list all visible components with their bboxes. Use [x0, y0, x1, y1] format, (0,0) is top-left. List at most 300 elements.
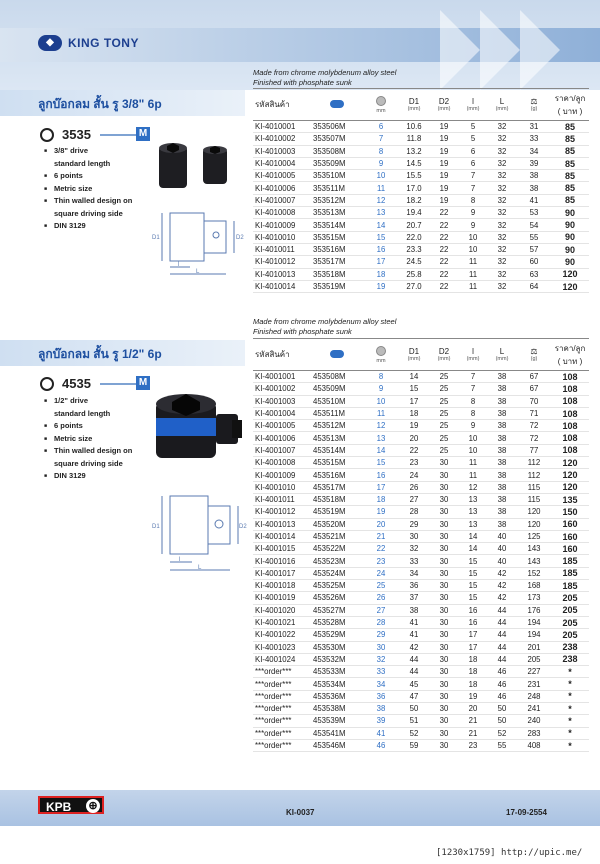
cell-l1: 17	[459, 629, 487, 641]
part-number-label: 3535	[62, 127, 91, 142]
section-1-part-number	[40, 127, 91, 142]
cell-l1: 13	[459, 506, 487, 518]
header-label: ราคา/ลูก	[554, 343, 586, 353]
cell-part-no: 453511M	[311, 407, 363, 419]
ring-icon	[40, 377, 54, 391]
cell-code: KI-4010012	[253, 256, 311, 268]
cell-weight: 64	[517, 280, 551, 292]
cell-d1: 10.6	[399, 121, 429, 133]
cell-code: KI-4001019	[253, 592, 311, 604]
header-label: D1	[408, 97, 420, 106]
cell-size: 8	[363, 371, 399, 383]
cell-part-no: 353517M	[311, 256, 363, 268]
socket-3-8-image	[155, 140, 245, 195]
table-row	[253, 145, 589, 157]
table-row	[253, 715, 589, 727]
cell-size: 13	[363, 432, 399, 444]
section-2-table-body	[253, 371, 589, 752]
cell-size: 17	[363, 481, 399, 493]
cell-d2: 19	[429, 170, 459, 182]
cell-l1: 7	[459, 383, 487, 395]
unit-label: (mm)	[466, 106, 480, 112]
cell-code: KI-4001004	[253, 407, 311, 419]
cell-code: KI-4001011	[253, 493, 311, 505]
cell-size: 21	[363, 530, 399, 542]
cell-part-no: 453508M	[311, 371, 363, 383]
cell-price: 85	[551, 145, 589, 157]
cell-d1: 13.2	[399, 145, 429, 157]
cell-size: 18	[363, 493, 399, 505]
cell-d2: 19	[429, 133, 459, 145]
cell-d2: 30	[429, 653, 459, 665]
cell-code: KI-4010010	[253, 231, 311, 243]
cell-weight: 112	[517, 457, 551, 469]
cell-price: 205	[551, 592, 589, 604]
header-label: l	[472, 347, 474, 356]
cell-part-no: 453529M	[311, 629, 363, 641]
cell-d1: 22	[399, 444, 429, 456]
cell-code: KI-4001015	[253, 543, 311, 555]
cell-d1: 23	[399, 457, 429, 469]
cell-l1: 18	[459, 666, 487, 678]
header-label: ( บาท )	[557, 356, 583, 366]
cell-d1: 17	[399, 395, 429, 407]
section-2-spec-table	[253, 338, 589, 752]
cell-d1: 15.5	[399, 170, 429, 182]
cell-l: 44	[487, 629, 517, 641]
cell-l: 38	[487, 493, 517, 505]
cell-weight: 67	[517, 383, 551, 395]
cell-l: 32	[487, 145, 517, 157]
cell-code: KI-4010008	[253, 207, 311, 219]
table-row	[253, 469, 589, 481]
section-1-spec-table	[253, 88, 589, 293]
cell-part-no: 353516M	[311, 243, 363, 255]
cell-l1: 11	[459, 280, 487, 292]
cell-l: 38	[487, 506, 517, 518]
cell-l: 32	[487, 219, 517, 231]
cell-d1: 27	[399, 493, 429, 505]
cell-d2: 19	[429, 182, 459, 194]
unit-label: mm	[376, 107, 386, 114]
cell-part-no: 353506M	[311, 121, 363, 133]
diagram-l1-label: l	[179, 557, 181, 563]
cell-size: 8	[363, 145, 399, 157]
header-label: L	[499, 97, 505, 106]
cell-weight: 38	[517, 182, 551, 194]
section-1-dimension-diagram	[150, 205, 245, 277]
cell-size: 10	[363, 170, 399, 182]
feature-item: ■ Metric size	[44, 433, 132, 446]
feature-item: standard length	[54, 408, 111, 418]
cell-weight: 57	[517, 243, 551, 255]
cell-code: KI-4010003	[253, 145, 311, 157]
kpb-logo-text: KPB	[46, 800, 72, 814]
cell-l1: 15	[459, 555, 487, 567]
cell-part-no: 453530M	[311, 641, 363, 653]
unit-label: (mm)	[466, 356, 480, 362]
cell-l: 32	[487, 182, 517, 194]
cell-l: 32	[487, 170, 517, 182]
cell-d1: 30	[399, 530, 429, 542]
cell-price: 85	[551, 121, 589, 133]
table-row	[253, 182, 589, 194]
table-row	[253, 444, 589, 456]
cell-d2: 19	[429, 157, 459, 169]
cell-l: 38	[487, 383, 517, 395]
cell-l: 32	[487, 280, 517, 292]
table-row	[253, 653, 589, 665]
cell-code: KI-4010009	[253, 219, 311, 231]
cell-part-no: 453520M	[311, 518, 363, 530]
cell-d2: 19	[429, 121, 459, 133]
table-row	[253, 481, 589, 493]
feature-item: ■ 6 points	[44, 170, 132, 183]
cell-l1: 12	[459, 481, 487, 493]
cell-size: 7	[363, 133, 399, 145]
scale-icon: ⚖	[530, 97, 538, 106]
cell-l: 44	[487, 604, 517, 616]
cell-price: 238	[551, 653, 589, 665]
cell-l1: 7	[459, 170, 487, 182]
cell-l: 38	[487, 444, 517, 456]
cell-l1: 9	[459, 207, 487, 219]
table-row	[253, 678, 589, 690]
feature-item: ■ DIN 3129	[44, 220, 132, 233]
section-2-title-bar	[0, 340, 245, 366]
cell-d2: 19	[429, 194, 459, 206]
cell-d2: 25	[429, 395, 459, 407]
table-row	[253, 493, 589, 505]
cell-size: 12	[363, 194, 399, 206]
cell-weight: 125	[517, 530, 551, 542]
cell-price: 85	[551, 194, 589, 206]
cell-size: 6	[363, 121, 399, 133]
king-tony-logo-icon: ◆	[38, 35, 62, 51]
diagram-l1-label: l	[178, 262, 180, 268]
cell-d2: 30	[429, 715, 459, 727]
feature-item: ■ DIN 3129	[44, 470, 132, 483]
section-1-table-body	[253, 121, 589, 293]
cell-code: KI-4001012	[253, 506, 311, 518]
cell-part-no: 453533M	[311, 666, 363, 678]
cell-weight: 41	[517, 194, 551, 206]
cell-d2: 30	[429, 580, 459, 592]
table-row	[253, 133, 589, 145]
cell-part-no: 453512M	[311, 420, 363, 432]
wrench-icon	[330, 350, 344, 358]
cell-code: ***order***	[253, 703, 311, 715]
cell-d2: 30	[429, 481, 459, 493]
cell-l: 32	[487, 256, 517, 268]
cell-d1: 19	[399, 420, 429, 432]
cell-size: 13	[363, 207, 399, 219]
cell-weight: 34	[517, 145, 551, 157]
cell-price: 108	[551, 432, 589, 444]
cell-code: KI-4001010	[253, 481, 311, 493]
cell-part-no: 453519M	[311, 506, 363, 518]
cell-d1: 38	[399, 604, 429, 616]
cell-l: 32	[487, 157, 517, 169]
cell-l1: 11	[459, 457, 487, 469]
header-part-no	[311, 89, 363, 121]
unit-label: mm	[376, 357, 386, 364]
footer-bar	[0, 790, 600, 826]
cell-size: 34	[363, 678, 399, 690]
cell-code: ***order***	[253, 739, 311, 751]
cell-part-no: 353518M	[311, 268, 363, 280]
cell-d2: 30	[429, 506, 459, 518]
section-2-features	[44, 395, 132, 483]
cell-d2: 22	[429, 280, 459, 292]
section-2-part-number	[40, 376, 91, 391]
cell-code: KI-4010005	[253, 170, 311, 182]
metric-badge: M	[136, 376, 150, 390]
cell-weight: 38	[517, 170, 551, 182]
image-watermark: [1230x1759] http://upic.me/	[436, 848, 583, 858]
cell-size: 38	[363, 703, 399, 715]
table-row	[253, 170, 589, 182]
cell-d1: 25.8	[399, 268, 429, 280]
table-row	[253, 157, 589, 169]
cell-part-no: 353509M	[311, 157, 363, 169]
cell-l: 32	[487, 243, 517, 255]
cell-l1: 7	[459, 182, 487, 194]
cell-d1: 22.0	[399, 231, 429, 243]
cell-l: 38	[487, 469, 517, 481]
cell-part-no: 453517M	[311, 481, 363, 493]
cell-price: 108	[551, 407, 589, 419]
cell-part-no: 353513M	[311, 207, 363, 219]
cell-weight: 71	[517, 407, 551, 419]
cell-part-no: 453527M	[311, 604, 363, 616]
table-row	[253, 727, 589, 739]
cell-price: 90	[551, 207, 589, 219]
chevron-decor-icon	[520, 10, 560, 90]
cell-part-no: 453538M	[311, 703, 363, 715]
feature-item: standard length	[54, 158, 111, 168]
cell-weight: 143	[517, 555, 551, 567]
cell-d1: 42	[399, 641, 429, 653]
table-row	[253, 641, 589, 653]
cell-d1: 29	[399, 518, 429, 530]
cell-size: 12	[363, 420, 399, 432]
cell-size: 20	[363, 518, 399, 530]
cell-price: 150	[551, 506, 589, 518]
cell-price: 85	[551, 182, 589, 194]
cell-price: 205	[551, 629, 589, 641]
cell-size: 25	[363, 580, 399, 592]
cell-weight: 115	[517, 481, 551, 493]
cell-d1: 59	[399, 739, 429, 751]
table-row	[253, 580, 589, 592]
cell-d1: 14.5	[399, 157, 429, 169]
cell-l1: 18	[459, 653, 487, 665]
cell-d2: 30	[429, 543, 459, 555]
header-l	[487, 89, 517, 121]
cell-price: 160	[551, 530, 589, 542]
table-row	[253, 121, 589, 133]
cell-price: 238	[551, 641, 589, 653]
cell-l1: 5	[459, 121, 487, 133]
cell-l: 38	[487, 371, 517, 383]
cell-price: *	[551, 690, 589, 702]
cell-l1: 10	[459, 231, 487, 243]
cell-part-no: 453515M	[311, 457, 363, 469]
cell-weight: 31	[517, 121, 551, 133]
cell-d2: 30	[429, 703, 459, 715]
cell-l1: 21	[459, 727, 487, 739]
cell-price: 90	[551, 231, 589, 243]
kpb-logo	[38, 796, 104, 814]
cell-weight: 115	[517, 493, 551, 505]
table-row	[253, 194, 589, 206]
cell-d2: 25	[429, 371, 459, 383]
cell-weight: 173	[517, 592, 551, 604]
cell-d2: 22	[429, 243, 459, 255]
divider	[100, 134, 136, 136]
cell-l1: 15	[459, 567, 487, 579]
cell-weight: 143	[517, 543, 551, 555]
cell-price: 205	[551, 616, 589, 628]
cell-code: KI-4001020	[253, 604, 311, 616]
header-label: D2	[438, 97, 450, 106]
cell-code: KI-4001008	[253, 457, 311, 469]
cell-size: 22	[363, 543, 399, 555]
feature-item: ■ 1/2" drive	[44, 395, 132, 408]
cell-d1: 18.2	[399, 194, 429, 206]
cell-d2: 30	[429, 666, 459, 678]
cell-d1: 34	[399, 567, 429, 579]
cell-code: KI-4001024	[253, 653, 311, 665]
header-label: D1	[408, 347, 420, 356]
cell-part-no: 353512M	[311, 194, 363, 206]
cell-price: *	[551, 739, 589, 751]
cell-d2: 30	[429, 530, 459, 542]
cell-l: 38	[487, 457, 517, 469]
table-row	[253, 604, 589, 616]
feature-item: ■ 6 points	[44, 420, 132, 433]
feature-item: ■ Metric size	[44, 183, 132, 196]
header-d2	[429, 89, 459, 121]
cell-l: 38	[487, 395, 517, 407]
cell-d1: 41	[399, 616, 429, 628]
cell-l1: 18	[459, 678, 487, 690]
cell-l: 32	[487, 194, 517, 206]
cell-l1: 5	[459, 133, 487, 145]
cell-l: 38	[487, 432, 517, 444]
cell-weight: 248	[517, 690, 551, 702]
cell-size: 46	[363, 739, 399, 751]
header-d1	[399, 89, 429, 121]
cell-size: 24	[363, 567, 399, 579]
cell-d1: 36	[399, 580, 429, 592]
cell-d1: 23.3	[399, 243, 429, 255]
table-row	[253, 407, 589, 419]
unit-label: (mm)	[437, 356, 451, 362]
chevron-decor-icon	[480, 10, 520, 90]
cell-code: KI-4010001	[253, 121, 311, 133]
cell-code: ***order***	[253, 678, 311, 690]
table-row	[253, 629, 589, 641]
cell-l1: 8	[459, 395, 487, 407]
cell-l: 50	[487, 715, 517, 727]
cell-l: 44	[487, 616, 517, 628]
cell-code: KI-4010011	[253, 243, 311, 255]
feature-item: ■ Thin walled design on	[44, 195, 132, 208]
cell-part-no: 453524M	[311, 567, 363, 579]
ring-icon	[40, 128, 54, 142]
cell-d1: 24	[399, 469, 429, 481]
cell-size: 15	[363, 457, 399, 469]
cell-code: KI-4001014	[253, 530, 311, 542]
cell-size: 10	[363, 395, 399, 407]
cell-weight: 53	[517, 207, 551, 219]
header-mm	[363, 89, 399, 121]
cell-weight: 205	[517, 653, 551, 665]
cell-price: 120	[551, 457, 589, 469]
cell-d1: 24.5	[399, 256, 429, 268]
cell-price: 160	[551, 543, 589, 555]
cell-price: 90	[551, 256, 589, 268]
brand-logo	[38, 35, 139, 51]
cell-part-no: 453528M	[311, 616, 363, 628]
cell-l1: 15	[459, 592, 487, 604]
cell-d1: 11.8	[399, 133, 429, 145]
cell-d1: 33	[399, 555, 429, 567]
cell-price: 205	[551, 604, 589, 616]
cell-weight: 227	[517, 666, 551, 678]
cell-l1: 19	[459, 690, 487, 702]
header-d2	[429, 339, 459, 371]
cell-part-no: 453539M	[311, 715, 363, 727]
table-row	[253, 219, 589, 231]
table-row	[253, 530, 589, 542]
cell-d1: 14	[399, 371, 429, 383]
cell-l1: 9	[459, 420, 487, 432]
cell-part-no: 453534M	[311, 678, 363, 690]
header-weight	[517, 89, 551, 121]
cell-l1: 11	[459, 469, 487, 481]
cell-d2: 19	[429, 145, 459, 157]
section-1-title-bar	[0, 90, 245, 116]
cell-l: 40	[487, 530, 517, 542]
unit-label: (mm)	[495, 356, 509, 362]
cell-size: 33	[363, 666, 399, 678]
cell-part-no: 453532M	[311, 653, 363, 665]
cell-price: 185	[551, 580, 589, 592]
cell-d1: 41	[399, 629, 429, 641]
cell-weight: 77	[517, 444, 551, 456]
header-mm	[363, 339, 399, 371]
cell-l1: 8	[459, 194, 487, 206]
cell-weight: 408	[517, 739, 551, 751]
table-row	[253, 231, 589, 243]
cell-part-no: 453516M	[311, 469, 363, 481]
section-1-features	[44, 145, 132, 233]
diagram-d2-label: D2	[236, 235, 244, 241]
cell-size: 27	[363, 604, 399, 616]
cell-l: 50	[487, 703, 517, 715]
document-date: 17-09-2554	[506, 808, 547, 817]
cell-code: KI-4001013	[253, 518, 311, 530]
section-2-note-2: Finished with phosphate sunk	[253, 327, 352, 336]
cell-d1: 26	[399, 481, 429, 493]
cell-part-no: 453536M	[311, 690, 363, 702]
table-row	[253, 616, 589, 628]
cell-size: 16	[363, 469, 399, 481]
cell-weight: 283	[517, 727, 551, 739]
